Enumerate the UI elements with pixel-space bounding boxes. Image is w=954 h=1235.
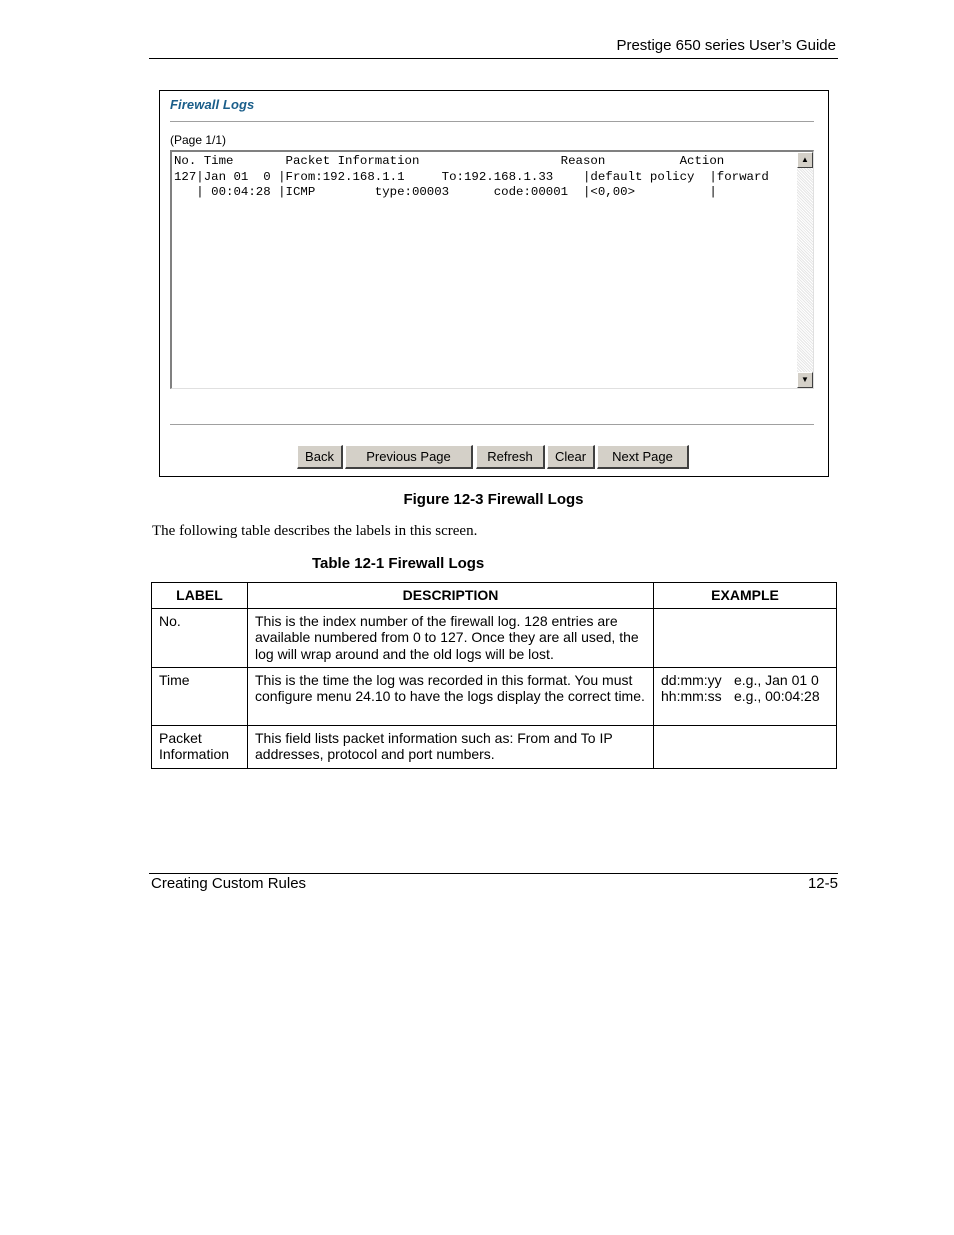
row-example [654,608,837,667]
footer-rule [149,873,838,874]
page-indicator: (Page 1/1) [170,133,227,147]
screen-title: Firewall Logs [170,97,255,112]
row-label: Packet Information [152,725,248,768]
row-example [654,667,837,725]
example-format: hh:mm:ss [661,688,722,704]
figure-caption: Figure 12-3 Firewall Logs [403,491,584,508]
log-header-line: No. Time Packet Information Reason Action [174,154,725,168]
row-example [654,725,837,768]
column-header-description: DESCRIPTION [248,583,654,609]
next-page-button[interactable]: Next Page [597,445,689,469]
row-description: This is the index number of the firewall log. 128 entries are available numbered from 0 to 127. Once they are all used, the log will wrap around and the old logs will be lost. [248,608,654,667]
example-line [661,688,829,705]
table-header-row [152,583,837,609]
clear-button[interactable]: Clear [547,445,595,469]
scroll-up-arrow-icon[interactable]: ▲ [797,152,813,168]
log-textarea[interactable] [170,150,814,389]
row-label: No. [152,608,248,667]
log-entry-line: 127|Jan 01 0 |From:192.168.1.1 To:192.168.1.33 |default policy |forward [174,169,769,184]
labels-table [151,582,837,769]
row-description: This field lists packet information such as: From and To IP addresses, protocol and port numbers. [248,725,654,768]
scroll-down-arrow-icon[interactable]: ▼ [797,372,813,388]
document-header-title: Prestige 650 series User’s Guide [616,37,836,54]
refresh-button[interactable]: Refresh [476,445,545,469]
table-row [152,608,837,667]
table-caption: Table 12-1 Firewall Logs [312,555,485,572]
log-content [174,154,769,201]
example-line [661,672,829,689]
example-value: e.g., Jan 01 0 [734,671,819,688]
row-description: This is the time the log was recorded in this format. You must configure menu 24.10 to have the logs display the correct time. [248,667,654,725]
intro-paragraph: The following table describes the labels in this screen. [152,523,478,539]
footer-page-number: 12-5 [807,875,838,892]
row-label: Time [152,667,248,725]
example-value: e.g., 00:04:28 [734,688,820,704]
column-header-example: EXAMPLE [654,583,837,609]
footer-chapter-title: Creating Custom Rules [151,875,307,892]
previous-page-button[interactable]: Previous Page [345,445,473,469]
vertical-scrollbar[interactable] [797,152,813,388]
header-rule [149,58,838,59]
table-row [152,725,837,768]
title-divider [170,121,814,123]
example-format: dd:mm:yy [661,671,722,688]
log-entry-line: | 00:04:28 |ICMP type:00003 code:00001 |<0,00> | [174,185,717,199]
table-row [152,667,837,725]
buttons-divider [170,424,814,426]
back-button[interactable]: Back [297,445,343,469]
firewall-logs-screen [159,90,829,477]
column-header-label: LABEL [152,583,248,609]
